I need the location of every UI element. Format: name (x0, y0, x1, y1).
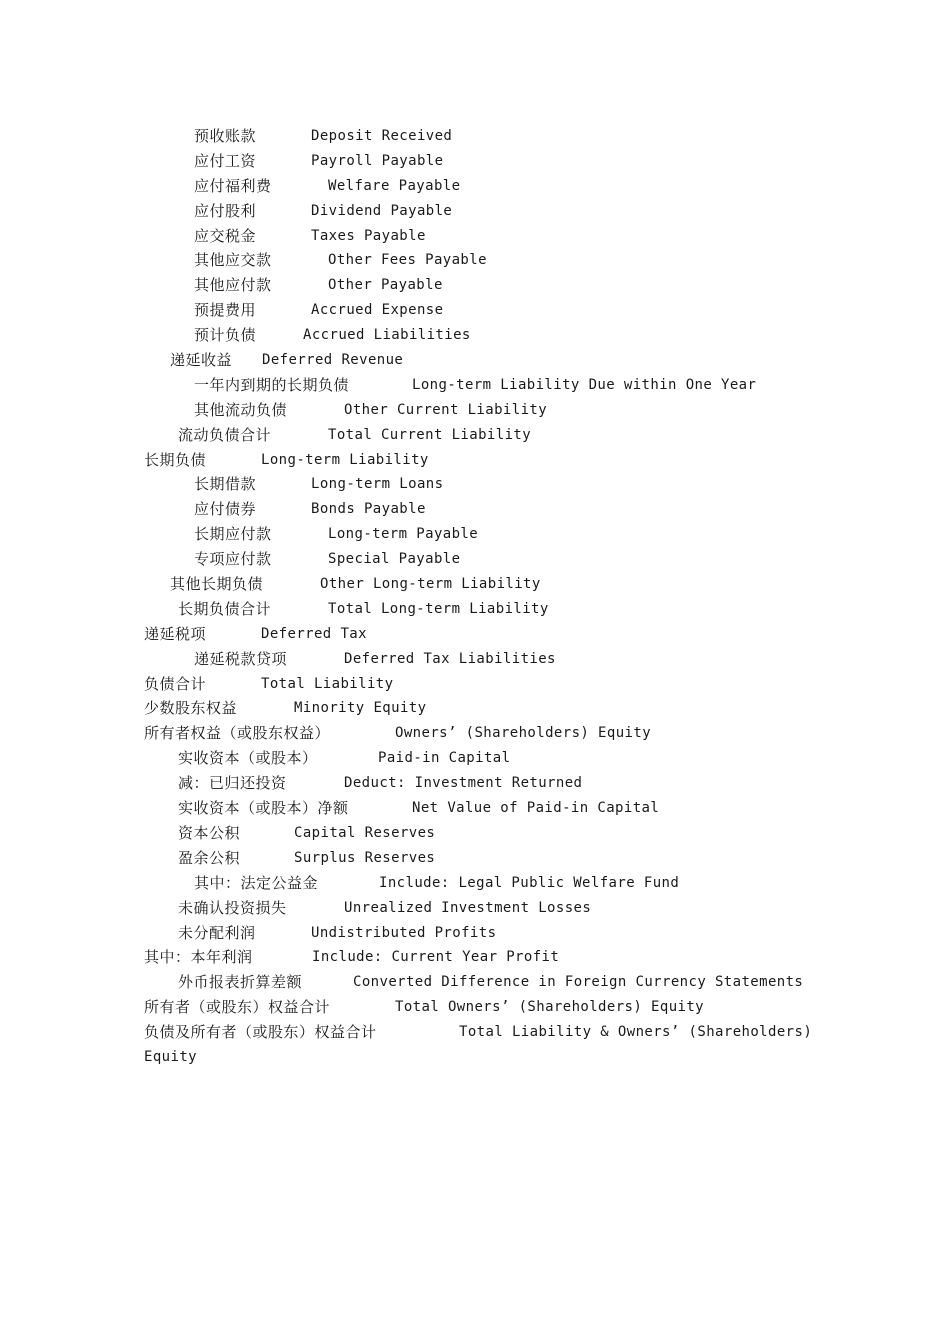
glossary-entry (144, 273, 824, 298)
english-term: Bonds Payable (311, 501, 426, 518)
chinese-term: 应付债券 (194, 500, 257, 519)
glossary-entry (144, 572, 824, 597)
english-term: Total Liability (261, 675, 394, 692)
english-term: Surplus Reserves (294, 849, 436, 866)
chinese-term: 未确认投资损失 (178, 898, 287, 917)
glossary-entry (144, 522, 824, 547)
glossary-entry (144, 497, 824, 522)
chinese-term: 长期负债 (144, 450, 207, 469)
chinese-term: 流动负债合计 (178, 425, 272, 444)
english-term: Total Owners’ (Shareholders) Equity (395, 999, 705, 1016)
english-term: Capital Reserves (294, 824, 436, 841)
chinese-term: 其中：本年利润 (144, 948, 253, 967)
glossary-entry (144, 398, 824, 423)
english-term: Long-term Liability (261, 451, 429, 468)
english-term: Dividend Payable (311, 202, 453, 219)
english-term: Include: Current Year Profit (312, 949, 560, 966)
english-term: Unrealized Investment Losses (344, 899, 592, 916)
english-term: Long-term Loans (311, 476, 444, 493)
glossary-entry (144, 696, 824, 721)
glossary-entry (144, 1020, 824, 1065)
chinese-term: 其他流动负债 (194, 400, 288, 419)
english-term: Other Current Liability (344, 401, 548, 418)
chinese-term: 其他应交款 (194, 251, 272, 270)
glossary-entry (144, 821, 824, 846)
english-term: Include: Legal Public Welfare Fund (379, 874, 680, 891)
english-term: Accrued Liabilities (303, 327, 471, 344)
english-term: Deferred Tax (261, 625, 367, 642)
chinese-term: 应交税金 (194, 226, 257, 245)
chinese-term: 盈余公积 (178, 848, 241, 867)
glossary-list (144, 124, 824, 1065)
english-term: Total Current Liability (328, 426, 532, 443)
english-term: Other Long-term Liability (320, 576, 541, 593)
chinese-term: 少数股东权益 (144, 699, 238, 718)
english-term: Converted Difference in Foreign Currency Statements (353, 974, 804, 991)
glossary-entry (144, 423, 824, 448)
chinese-term: 预提费用 (194, 301, 257, 320)
chinese-term: 资本公积 (178, 823, 241, 842)
chinese-term: 应付工资 (194, 151, 257, 170)
chinese-term: 所有者权益（或股东权益） (144, 724, 331, 743)
chinese-term: 负债及所有者（或股东）权益合计 (144, 1023, 377, 1042)
glossary-entry (144, 323, 824, 348)
chinese-term: 应付股利 (194, 201, 257, 220)
english-term: Special Payable (328, 551, 461, 568)
chinese-term: 一年内到期的长期负债 (194, 375, 350, 394)
chinese-term: 专项应付款 (194, 550, 272, 569)
glossary-entry (144, 348, 824, 373)
chinese-term: 实收资本（或股本）净额 (178, 799, 349, 818)
chinese-term: 预计负债 (194, 326, 257, 345)
glossary-entry (144, 472, 824, 497)
glossary-entry (144, 149, 824, 174)
english-term: Accrued Expense (311, 302, 444, 319)
chinese-term: 其他长期负债 (170, 575, 264, 594)
glossary-entry (144, 796, 824, 821)
glossary-entry (144, 597, 824, 622)
chinese-term: 所有者（或股东）权益合计 (144, 998, 331, 1017)
glossary-entry (144, 746, 824, 771)
glossary-entry (144, 921, 824, 946)
chinese-term: 实收资本（或股本） (178, 749, 318, 768)
chinese-term: 其他应付款 (194, 276, 272, 295)
glossary-entry (144, 721, 824, 746)
glossary-entry (144, 846, 824, 871)
chinese-term: 递延税款贷项 (194, 649, 288, 668)
english-term: Other Fees Payable (328, 252, 487, 269)
english-term: Deferred Tax Liabilities (344, 650, 556, 667)
chinese-term: 其中：法定公益金 (194, 873, 319, 892)
glossary-entry (144, 970, 824, 995)
english-term: Undistributed Profits (311, 924, 497, 941)
chinese-term: 长期应付款 (194, 525, 272, 544)
english-term: Long-term Liability Due within One Year (412, 376, 757, 393)
glossary-entry (144, 771, 824, 796)
chinese-term: 减：已归还投资 (178, 774, 287, 793)
glossary-entry (144, 248, 824, 273)
glossary-entry (144, 896, 824, 921)
chinese-term: 应付福利费 (194, 176, 272, 195)
english-term: Total Liability & Owners’ (Shareholders) (459, 1024, 813, 1041)
glossary-entry (144, 647, 824, 672)
glossary-entry (144, 298, 824, 323)
english-term: Deduct: Investment Returned (344, 775, 583, 792)
english-term: Taxes Payable (311, 227, 426, 244)
glossary-entry (144, 448, 824, 473)
english-term: Minority Equity (294, 700, 427, 717)
english-term: Long-term Payable (328, 526, 479, 543)
english-term: Deposit Received (311, 128, 453, 144)
chinese-term: 长期借款 (194, 475, 257, 494)
glossary-entry (144, 199, 824, 224)
glossary-entry (144, 945, 824, 970)
chinese-term: 递延收益 (170, 351, 233, 370)
glossary-entry (144, 672, 824, 697)
english-term: Deferred Revenue (262, 352, 404, 369)
chinese-term: 外币报表折算差额 (178, 973, 303, 992)
english-term: Welfare Payable (328, 177, 461, 194)
chinese-term: 未分配利润 (178, 923, 256, 942)
glossary-entry (144, 224, 824, 249)
chinese-term: 预收账款 (194, 127, 257, 145)
english-term: Owners’ (Shareholders) Equity (395, 725, 652, 742)
glossary-entry (144, 622, 824, 647)
english-term: Net Value of Paid-in Capital (412, 800, 660, 817)
chinese-term: 长期负债合计 (178, 599, 272, 618)
glossary-entry (144, 174, 824, 199)
glossary-entry (144, 373, 824, 398)
glossary-entry (144, 995, 824, 1020)
english-term: Payroll Payable (311, 152, 444, 169)
chinese-term: 负债合计 (144, 674, 207, 693)
glossary-entry (144, 124, 824, 149)
english-term: Paid-in Capital (378, 750, 511, 767)
glossary-entry (144, 871, 824, 896)
english-term-continuation: Equity (144, 1048, 197, 1065)
english-term: Total Long-term Liability (328, 600, 549, 617)
chinese-term: 递延税项 (144, 624, 207, 643)
english-term: Other Payable (328, 277, 443, 294)
glossary-entry (144, 547, 824, 572)
